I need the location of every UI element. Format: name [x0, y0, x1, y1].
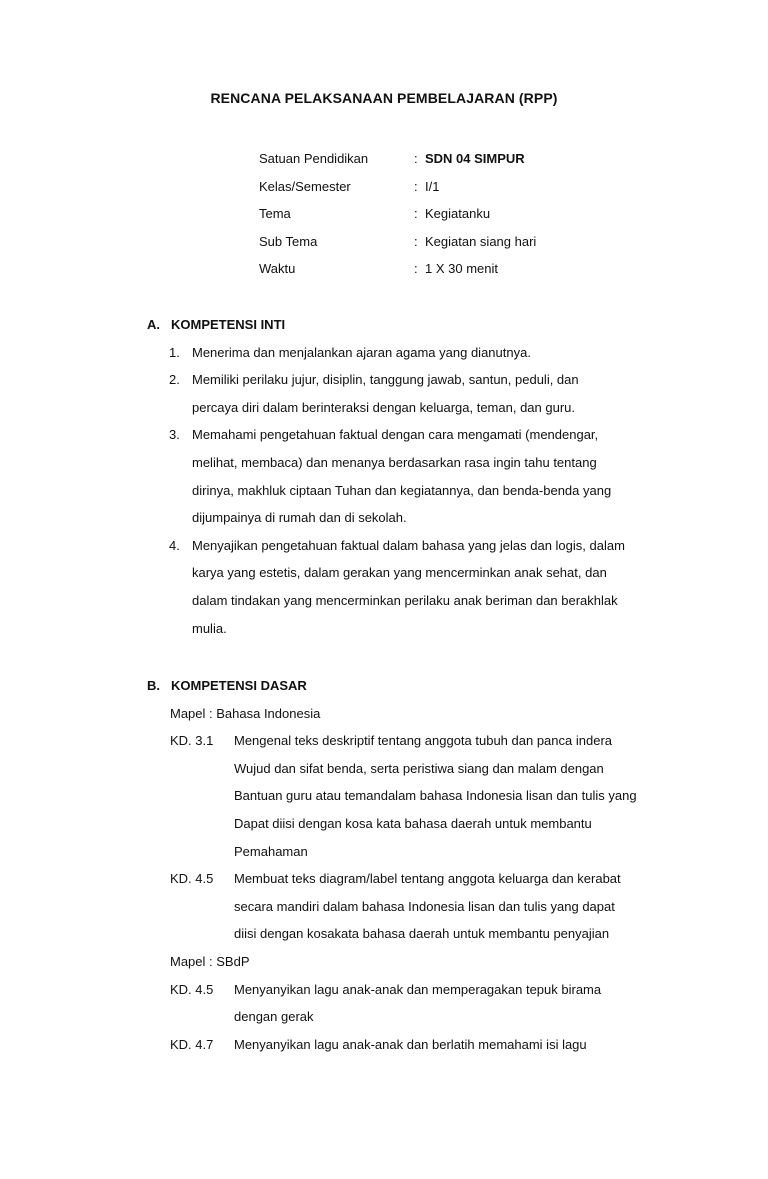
meta-label: Waktu	[259, 261, 296, 277]
text-line: Pemahaman	[234, 843, 308, 859]
text-line: dijumpainya di rumah dan di sekolah.	[192, 510, 407, 526]
text-line: Mengenal teks deskriptif tentang anggota tubuh dan panca indera	[234, 733, 612, 749]
text-line: Dapat diisi dengan kosa kata bahasa daerah untuk membantu	[234, 815, 592, 831]
kd-code: KD. 4.7	[170, 1036, 214, 1052]
list-number: 3.	[169, 427, 180, 443]
mapel-bahasa-indonesia: Mapel : Bahasa Indonesia	[170, 705, 321, 721]
meta-value: SDN 04 SIMPUR	[425, 151, 525, 166]
kd-code: KD. 4.5	[170, 981, 214, 997]
text-line: Bantuan guru atau temandalam bahasa Indonesia lisan dan tulis yang	[234, 788, 637, 804]
meta-colon: :	[414, 261, 418, 277]
meta-row-satuan-pendidikan	[259, 150, 639, 178]
text-line: Menerima dan menjalankan ajaran agama yang dianutnya.	[192, 344, 531, 360]
meta-value: Kegiatanku	[425, 206, 491, 222]
kd-entry	[170, 1036, 677, 1064]
list-item	[169, 426, 677, 536]
section-letter: B.	[147, 678, 160, 693]
meta-colon: :	[414, 151, 418, 166]
list-number: 4.	[169, 537, 180, 553]
text-line: mulia.	[192, 620, 227, 636]
section-letter: A.	[147, 317, 160, 332]
text-line: karya yang estetis, dalam gerakan yang mencerminkan anak sehat, dan	[192, 565, 607, 581]
meta-value: I/1	[425, 178, 440, 194]
meta-row-kelas-semester	[259, 178, 639, 206]
section-heading	[147, 316, 677, 344]
meta-value: Kegiatan siang hari	[425, 233, 537, 249]
meta-label: Kelas/Semester	[259, 178, 351, 194]
text-line: Memahami pengetahuan faktual dengan cara mengamati (mendengar,	[192, 427, 599, 443]
text-line: Membuat teks diagram/label tentang anggota keluarga dan kerabat	[234, 871, 621, 887]
meta-value: 1 X 30 menit	[425, 261, 498, 277]
meta-row-waktu	[259, 260, 639, 288]
list-number: 2.	[169, 372, 180, 388]
text-line: melihat, membaca) dan menanya berdasarkan rasa ingin tahu tentang	[192, 454, 597, 470]
list-item	[169, 537, 677, 647]
mapel-sbdp: Mapel : SBdP	[170, 953, 250, 969]
section-kompetensi-inti	[147, 316, 677, 647]
meta-label: Satuan Pendidikan	[259, 151, 369, 166]
text-line: Menyanyikan lagu anak-anak dan berlatih memahami isi lagu	[234, 1036, 587, 1052]
kd-code: KD. 3.1	[170, 733, 214, 749]
text-line: Menyanyikan lagu anak-anak dan memperagakan tepuk birama	[234, 981, 602, 997]
list-item	[169, 344, 677, 372]
document-title: RENCANA PELAKSANAAN PEMBELAJARAN (RPP)	[210, 90, 558, 106]
text-line: Menyajikan pengetahuan faktual dalam bahasa yang jelas dan logis, dalam	[192, 537, 625, 553]
section-heading	[147, 677, 677, 705]
text-line: dalam tindakan yang mencerminkan perilaku anak beriman dan berakhlak	[192, 592, 618, 608]
meta-colon: :	[414, 206, 418, 222]
meta-row-sub-tema	[259, 233, 639, 261]
text-line: Memiliki perilaku jujur, disiplin, tanggung jawab, santun, peduli, dan	[192, 372, 579, 388]
kd-entry	[170, 732, 677, 870]
list-number: 1.	[169, 344, 180, 360]
meta-row-tema	[259, 205, 639, 233]
text-line: percaya diri dalam berinteraksi dengan keluarga, teman, dan guru.	[192, 399, 576, 415]
section-title: KOMPETENSI INTI	[171, 317, 286, 332]
section-title: KOMPETENSI DASAR	[171, 678, 307, 693]
text-line: diisi dengan kosakata bahasa daerah untuk membantu penyajian	[234, 926, 610, 942]
meta-label: Sub Tema	[259, 233, 318, 249]
text-line: Wujud dan sifat benda, serta peristiwa siang dan malam dengan	[234, 760, 604, 776]
numbered-list	[147, 344, 677, 648]
text-line: dirinya, makhluk ciptaan Tuhan dan kegiatannya, dan benda-benda yang	[192, 482, 612, 498]
meta-colon: :	[414, 233, 418, 249]
list-item	[169, 371, 677, 426]
text-line: secara mandiri dalam bahasa Indonesia lisan dan tulis yang dapat	[234, 898, 615, 914]
kd-code: KD. 4.5	[170, 871, 214, 887]
kd-entry	[170, 870, 677, 953]
kd-entry	[170, 981, 677, 1036]
meta-label: Tema	[259, 206, 291, 222]
meta-colon: :	[414, 178, 418, 194]
section-kompetensi-dasar	[147, 677, 677, 1063]
text-line: dengan gerak	[234, 1009, 314, 1025]
identity-table	[259, 150, 639, 288]
